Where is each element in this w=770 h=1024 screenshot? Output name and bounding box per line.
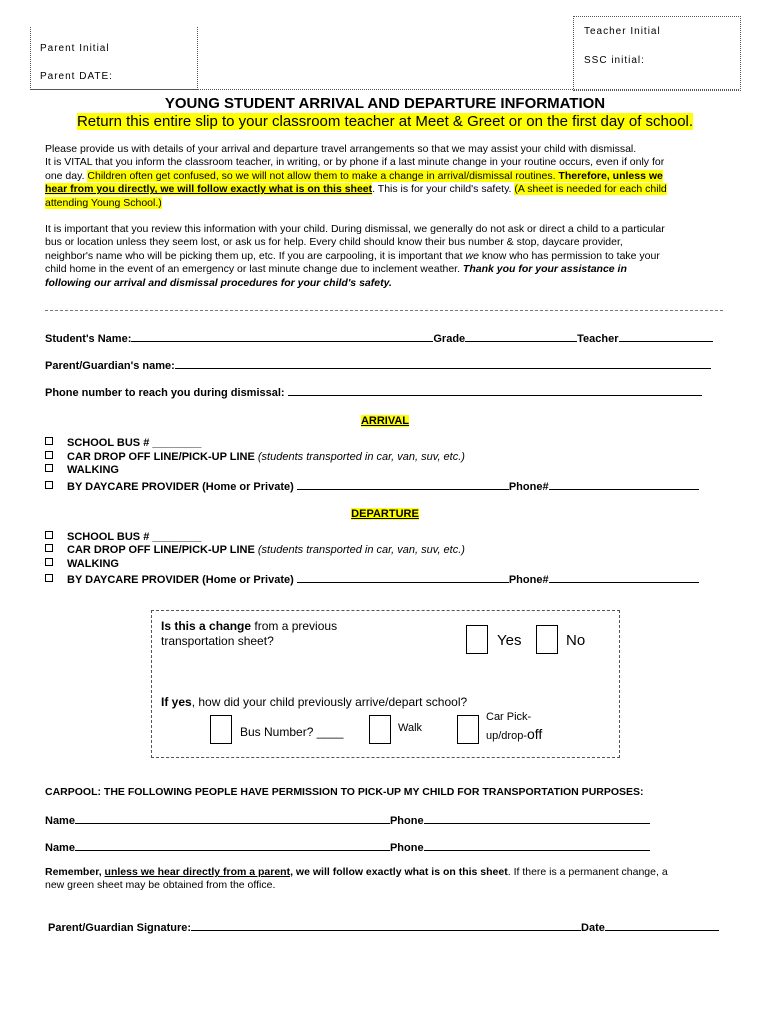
previous-question [161,695,467,709]
checkbox-icon[interactable] [45,481,53,489]
arrival-phone-label: Phone# [508,481,549,493]
carpool-name-label-2: Name [45,842,75,854]
intro-paragraph [45,143,735,210]
arrival-option-walk[interactable] [45,464,119,476]
departure-bus-label: SCHOOL BUS # ________ [67,531,202,543]
change-question-line2: transportation sheet? [161,633,274,648]
review-line-4b: Thank you for your assistance in [462,263,627,276]
arrival-walk-label: WALKING [67,464,119,476]
remember-a: Remember, [45,866,105,878]
departure-heading-text: DEPARTURE [351,508,419,520]
review-line-5-text: following our arrival and dismissal procedures for your child's safety. [45,276,392,289]
parent-initial-label: Parent Initial [40,43,110,54]
teacher-input[interactable] [619,330,713,342]
intro-line-4 [45,183,735,196]
arrival-phone-input[interactable] [549,478,699,490]
change-question-rest: from a previous [251,619,338,633]
checkbox-icon[interactable] [45,531,53,539]
header-divider [30,89,739,90]
arrival-heading [0,411,770,429]
intro-line-3b: Children often get confused, so we will not allow them to make a change in arrival/dismissal routines. [87,169,556,182]
intro-line-5-text: attending Young School.) [45,196,162,209]
departure-heading [0,504,770,522]
departure-option-daycare[interactable] [45,571,699,586]
change-question-bold: Is this a change [161,619,252,633]
signature-date-input[interactable] [605,919,719,931]
student-name-input[interactable] [131,330,433,342]
review-line-3c: know who has permission to take your [478,249,660,262]
walk-checkbox[interactable] [369,715,391,744]
bus-number-checkbox[interactable] [210,715,232,744]
carpool-label-off: off [526,726,543,742]
phone-dismissal-input[interactable] [288,384,702,396]
checkbox-icon[interactable] [45,464,53,472]
walk-label: Walk [398,722,423,734]
student-name-row [45,330,713,345]
remember-d: . If there is a permanent change, a [507,866,668,878]
carpool-phone-input-1[interactable] [424,812,650,824]
remember-b: unless we hear directly from a parent, [104,866,294,878]
remember-note [45,866,735,893]
signature-label: Parent/Guardian Signature: [48,922,192,934]
no-checkbox[interactable] [536,625,558,654]
arrival-option-daycare[interactable] [45,478,699,493]
teacher-label: Teacher [577,333,619,345]
arrival-bus-label: SCHOOL BUS # ________ [67,437,202,449]
intro-line-4c: (A sheet is needed for each child [514,183,667,196]
teacher-initial-label: Teacher Initial [584,26,661,37]
carpool-heading: CARPOOL: THE FOLLOWING PEOPLE HAVE PERMISSION TO PICK-UP MY CHILD FOR TRANSPORTATION PURPOSES: [45,786,644,798]
carpool-row-2 [45,839,650,854]
review-line-5 [45,277,735,290]
arrival-car-note: (students transported in car, van, suv, etc.) [257,451,465,463]
checkbox-icon[interactable] [45,437,53,445]
change-question [161,619,337,648]
departure-phone-input[interactable] [549,571,699,583]
departure-car-note: (students transported in car, van, suv, etc.) [257,544,465,556]
parent-name-label: Parent/Guardian's name: [45,360,175,372]
parent-name-row [45,357,711,372]
parent-initial-box [30,27,198,90]
carpool-phone-input-2[interactable] [424,839,650,851]
carpool-phone-label-2: Phone [389,842,424,854]
intro-line-3c-text: Therefore, unless we [558,169,663,182]
review-line-3 [45,250,735,263]
bus-number-label: Bus Number? ____ [240,725,344,739]
carpool-name-input-2[interactable] [75,839,390,851]
grade-label: Grade [433,333,466,345]
review-line-3a: neighbor's name who will be picking them up, etc. If you are carpooling, it is important that [45,249,466,262]
phone-dismissal-label: Phone number to reach you during dismissal: [45,387,285,399]
signature-input[interactable] [191,919,581,931]
carpool-phone-label-1: Phone [389,815,424,827]
checkbox-icon[interactable] [45,574,53,582]
yes-checkbox[interactable] [466,625,488,654]
carpool-checkbox[interactable] [457,715,479,744]
signature-row [48,919,719,934]
review-line-4 [45,263,735,276]
previous-question-rest: , how did your child previously arrive/depart school? [191,695,468,709]
carpool-label-line1: Car Pick- [486,711,532,723]
checkbox-icon[interactable] [45,451,53,459]
intro-line-3 [45,170,735,183]
departure-option-car[interactable] [45,544,465,556]
checkbox-icon[interactable] [45,558,53,566]
intro-line-4a: hear from you directly, we will follow exactly what is on this sheet [45,183,373,196]
student-name-label: Student's Name: [45,333,132,345]
no-label: No [566,632,586,649]
intro-line-5 [45,197,735,210]
review-line-1: It is important that you review this information with your child. During dismissal, we generally do not ask or direct a child to a particular [45,223,665,235]
arrival-heading-text: ARRIVAL [360,415,410,427]
intro-line-4b: . This is for your child's safety. [372,183,515,196]
intro-line-1: Please provide us with details of your arrival and departure travel arrangements so that we may assist your child with dismissal. [45,143,637,155]
grade-input[interactable] [465,330,577,342]
departure-walk-label: WALKING [67,558,119,570]
parent-date-label: Parent DATE: [40,71,113,82]
departure-daycare-input[interactable] [297,571,509,583]
departure-car-label: CAR DROP OFF LINE/PICK-UP LINE [67,544,255,556]
phone-dismissal-row [45,384,702,399]
departure-daycare-label: BY DAYCARE PROVIDER (Home or Private) [67,574,294,586]
intro-line-2: It is VITAL that you inform the classroom teacher, in writing, or by phone if a last minute change in your routine occurs, even if only for [45,156,665,169]
carpool-label-line2: up/drop- [486,730,527,742]
arrival-daycare-label: BY DAYCARE PROVIDER (Home or Private) [67,481,294,493]
intro-line-3a: one day. [45,169,88,182]
arrival-option-bus[interactable] [45,437,201,449]
yes-label: Yes [497,632,522,649]
carpool-row-1 [45,812,650,827]
departure-phone-label: Phone# [508,574,549,586]
remember-c: we will follow exactly what is on this sheet [293,866,508,878]
carpool-label [486,709,542,745]
page-subtitle [0,113,770,130]
teacher-initial-box [573,16,741,91]
remember-line2: new green sheet may be obtained from the office. [45,879,276,892]
intro-line-3c [558,170,662,182]
arrival-option-car[interactable] [45,451,465,463]
departure-option-bus[interactable] [45,531,201,543]
parent-name-input[interactable] [175,357,711,369]
ssc-initial-label: SSC initial: [584,55,645,66]
previous-question-bold: If yes [161,695,192,709]
review-paragraph [45,223,735,290]
subtitle-text: Return this entire slip to your classroom teacher at Meet & Greet or on the first day of school. [76,113,694,130]
departure-option-walk[interactable] [45,558,119,570]
arrival-car-label: CAR DROP OFF LINE/PICK-UP LINE [67,451,255,463]
signature-date-label: Date [581,922,605,934]
section-divider [45,310,723,311]
review-line-2: bus or location unless they seem lost, or ask us for help. Every child should know their bus number & stop, daycare provider, [45,236,623,249]
change-box [151,610,620,758]
review-line-4a: child home in the event of an emergency or last minute change due to inclement weather. [45,263,463,276]
carpool-name-label-1: Name [45,815,75,827]
checkbox-icon[interactable] [45,544,53,552]
review-line-3b: we [465,249,479,262]
page-title: YOUNG STUDENT ARRIVAL AND DEPARTURE INFORMATION [164,95,606,112]
carpool-name-input-1[interactable] [75,812,390,824]
arrival-daycare-input[interactable] [297,478,509,490]
